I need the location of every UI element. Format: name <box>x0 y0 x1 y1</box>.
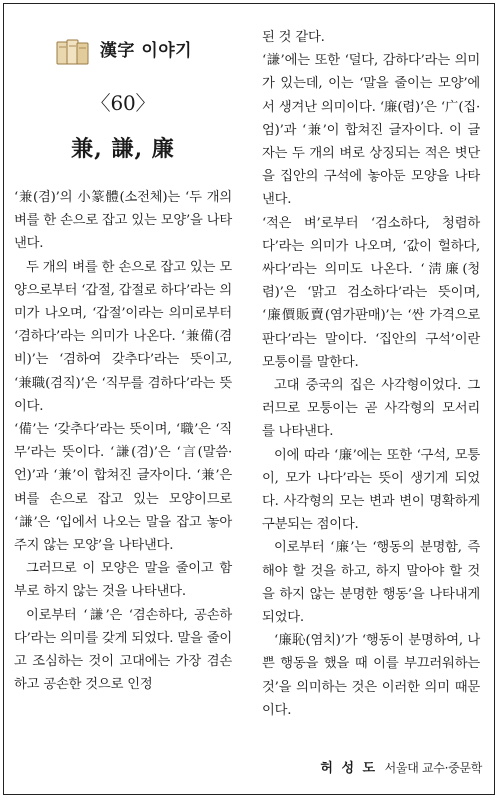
byline <box>320 757 482 776</box>
column-header <box>14 36 232 68</box>
paragraph: 이로부터 ‘謙’은 ‘겸손하다, 공손하다’라는 의미를 갖게 되었다. 말을 줄이고 조심하는 것이 고대에는 가장 겸손하고 공손한 것으로 인정 <box>14 607 232 693</box>
paragraph: 두 개의 벼를 한 손으로 잡고 있는 모양으로부터 ‘갑절, 갑절로 하다’라는 의미가 나오며, ‘갑절’이라는 의미로부터 ‘겸하다’라는 의미가 나온다. ‘兼備(겸비)’는 ‘겸하여 갖추다’라는 뜻이고, ‘兼職(겸직)’은 ‘직무를 겸하다’라는 뜻이다. <box>14 259 232 414</box>
paragraph: ‘兼(겸)’의 小篆體(소전체)는 ‘두 개의 벼를 한 손으로 잡고 있는 모양’을 나타낸다. <box>14 190 232 252</box>
right-column <box>262 26 480 722</box>
left-column <box>14 8 232 696</box>
author-affiliation: 서울대 교수·중문학 <box>384 761 482 775</box>
paragraph: 그러므로 이 모양은 말을 줄이고 함부로 하지 않는 것을 나타낸다. <box>14 561 232 600</box>
paragraph: 된 것 같다. <box>262 30 325 45</box>
paragraph: ‘備’는 ‘갖추다’라는 뜻이며, ‘職’은 ‘직무’라는 뜻이다. ‘謙(겸)’은 ‘言(말씀·언)’과 ‘兼’이 합쳐진 글자이다. ‘兼’은 벼를 손으로 잡고 있는 모양이므로 ‘謙’은 ‘입에서 나오는 말을 잡고 놓아주지 않는 모양’을 나타낸다. <box>14 422 232 554</box>
paragraph: ‘적은 벼’로부터 ‘검소하다, 청렴하다’라는 의미가 나오며, ‘값이 헐하다, 싸다’라는 의미도 나온다. ‘淸廉(청렴)’은 ‘맑고 검소하다’라는 뜻이며, ‘廉價販賣(염가판매)’는 ‘싼 가격으로 판다’라는 말이다. ‘집안의 구석’이란 모퉁이를 말한다. <box>262 215 480 370</box>
hanja-title: 兼, 謙, 廉 <box>71 136 175 162</box>
paragraph: ‘謙’에는 또한 ‘덜다, 감하다’라는 의미가 있는데, 이는 ‘말을 줄이는 모양’에서 생겨난 의미이다. ‘廉(렴)’은 ‘广(집·엄)’과 ‘兼’이 합쳐진 글자이다. 이 글자는 두 개의 벼로 상징되는 적은 볏단을 집안의 구석에 놓아둔 모양을 나타낸다. <box>262 53 480 208</box>
author-name: 허 성 도 <box>320 761 378 776</box>
issue-number: 〈60〉 <box>90 91 156 115</box>
book-stack-icon <box>54 37 92 67</box>
paragraph: 고대 중국의 집은 사각형이었다. 그러므로 모퉁이는 곧 사각형의 모서리를 나타낸다. <box>262 378 480 440</box>
column-title: 漢字 이야기 <box>99 41 193 62</box>
paragraph: 이로부터 ‘廉’는 ‘행동의 분명함, 즉 해야 할 것을 하고, 하지 말아야 할 것을 하지 않는 분명한 행동’을 나타내게 되었다. <box>262 540 480 626</box>
paragraph: ‘廉恥(염치)’가 ‘행동이 분명하여, 나쁜 행동을 했을 때 이를 부끄러워하는 것’을 의미하는 것은 이러한 의미 때문이다. <box>262 633 480 718</box>
paragraph: 이에 따라 ‘廉’에는 또한 ‘구석, 모퉁이, 모가 나다’라는 뜻이 생기게 되었다. 사각형의 모는 변과 변이 명확하게 구분되는 점이다. <box>262 447 480 533</box>
